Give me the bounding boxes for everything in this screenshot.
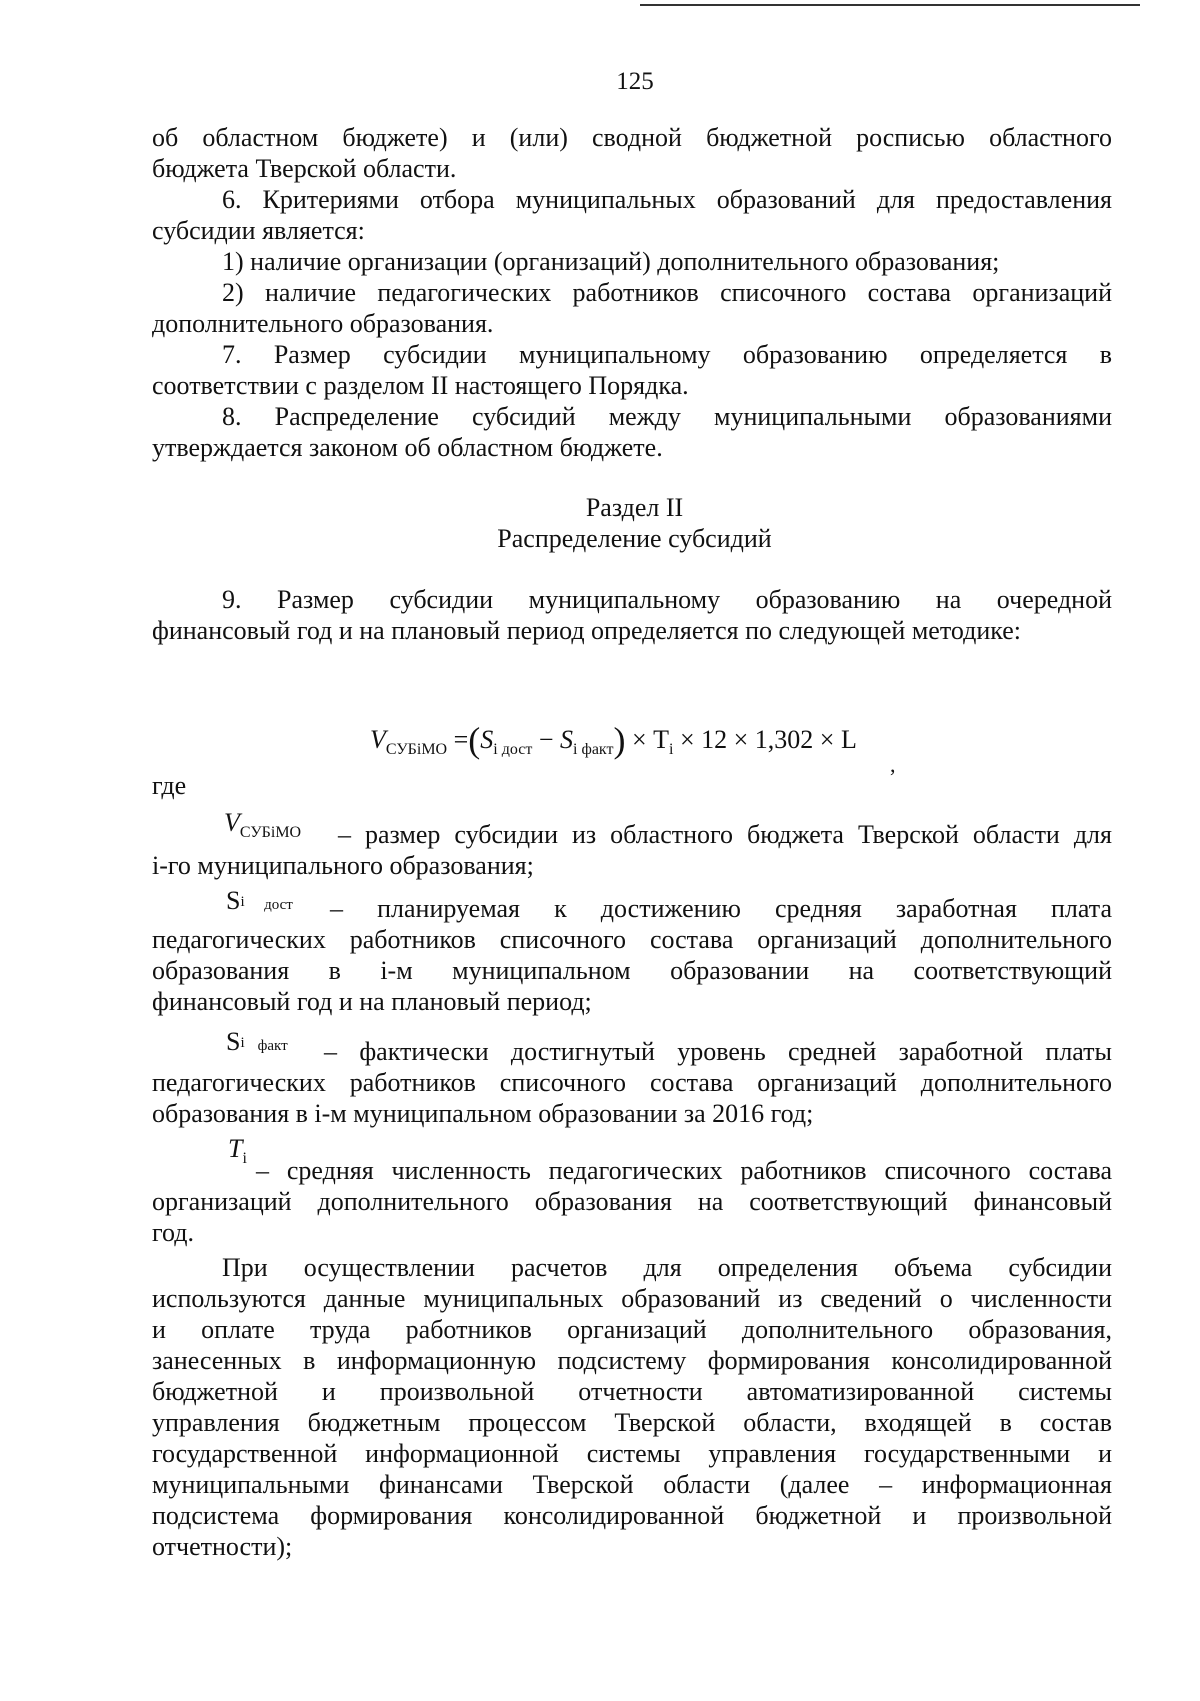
- symbol-v: $V_{СУБiМО}$: [224, 808, 302, 841]
- definition-s-dost: [152, 886, 1112, 924]
- paragraph-line: об областном бюджете) и (или) сводной бюджетной росписью областного: [152, 123, 1112, 152]
- paragraph-line: год.: [152, 1218, 194, 1247]
- paragraph-line: отчетности);: [152, 1532, 293, 1561]
- paragraph-line: дополнительного образования.: [152, 309, 494, 338]
- paragraph-line: государственной информационной системы управления государственными и: [152, 1439, 1112, 1468]
- definition-t: [152, 1134, 1112, 1186]
- paragraph-line: используются данные муниципальных образований из сведений о численности: [152, 1284, 1112, 1313]
- definition-v: [152, 808, 1112, 850]
- paragraph-line: 9. Размер субсидии муниципальному образованию на очередной: [222, 585, 1112, 614]
- formula-tail: × 12 × 1,302 × L: [679, 725, 857, 754]
- formula-s: S: [480, 725, 494, 754]
- paragraph-line: 8. Распределение субсидий между муниципальными образованиями: [222, 402, 1112, 431]
- page-number: 125: [616, 68, 654, 95]
- top-border-line: [640, 4, 1140, 6]
- paragraph-line: бюджетной и произвольной отчетности автоматизированной системы: [152, 1377, 1112, 1406]
- formula: [370, 719, 857, 761]
- paragraph-line: 7. Размер субсидии муниципальному образованию определяется в: [222, 340, 1112, 369]
- section-subtitle: Распределение субсидий: [497, 524, 772, 553]
- definition-text: – планируемая к достижению средняя заработная плата: [330, 894, 1112, 923]
- paragraph-line: занесенных в информационную подсистему формирования консолидированной: [152, 1346, 1112, 1375]
- formula-equals: =: [453, 725, 469, 754]
- paragraph-line: i-го муниципального образования;: [152, 851, 534, 880]
- paragraph-line: утверждается законом об областном бюджете.: [152, 433, 663, 462]
- formula-times-t: × T: [631, 725, 670, 754]
- formula-paren-open: (: [468, 720, 481, 760]
- symbol-s-dost: Si дост: [226, 886, 293, 915]
- paragraph-line: бюджета Тверской области.: [152, 154, 457, 183]
- symbol-t: $T_i$: [228, 1134, 247, 1167]
- formula-v-sub: СУБiМО: [385, 741, 448, 758]
- paragraph-line: подсистема формирования консолидированной бюджетной и произвольной: [152, 1501, 1112, 1530]
- formula-t-sub: i: [669, 741, 674, 758]
- definition-s-fakt: [152, 1027, 1112, 1067]
- symbol-s-fakt: Si факт: [226, 1027, 288, 1056]
- paragraph-line: субсидии является:: [152, 216, 365, 245]
- formula-s-fakt-sub: i факт: [573, 741, 614, 758]
- formula-s-dost-sub: i дост: [493, 741, 533, 758]
- paragraph-line: управления бюджетным процессом Тверской области, входящей в состав: [152, 1408, 1112, 1437]
- section-title: Раздел II: [585, 493, 684, 522]
- paragraph-line: финансовый год и на плановый период определяется по следующей методике:: [152, 616, 1021, 645]
- definition-text: – средняя численность педагогических работников списочного состава: [256, 1156, 1112, 1185]
- paragraph-line: образования в i-м муниципальном образовании за 2016 год;: [152, 1099, 814, 1128]
- formula-s: S: [560, 725, 574, 754]
- list-item: 1) наличие организации (организаций) дополнительного образования;: [222, 247, 1000, 276]
- paragraph-line: муниципальными финансами Тверской области (далее – информационная: [152, 1470, 1112, 1499]
- paragraph-line: соответствии с разделом II настоящего Порядка.: [152, 371, 689, 400]
- where-label: где: [152, 771, 187, 800]
- definition-text: – фактически достигнутый уровень средней заработной платы: [324, 1037, 1112, 1066]
- paragraph-line: образования в i-м муниципальном образовании на соответствующий: [152, 956, 1112, 985]
- list-item: 2) наличие педагогических работников списочного состава организаций: [222, 278, 1112, 307]
- paragraph-line: 6. Критериями отбора муниципальных образований для предоставления: [222, 185, 1112, 214]
- definition-text: – размер субсидии из областного бюджета Тверской области для: [338, 820, 1112, 849]
- formula-comma: ,: [890, 752, 896, 777]
- paragraph-line: и оплате труда работников организаций дополнительного образования,: [152, 1315, 1112, 1344]
- paragraph-line: педагогических работников списочного состава организаций дополнительного: [152, 925, 1112, 954]
- paragraph-line: педагогических работников списочного состава организаций дополнительного: [152, 1068, 1112, 1097]
- formula-minus: −: [538, 725, 554, 754]
- paragraph-line: организаций дополнительного образования на соответствующий финансовый: [152, 1187, 1112, 1216]
- paragraph-line: финансовый год и на плановый период;: [152, 987, 592, 1016]
- formula-v: V: [370, 725, 386, 754]
- paragraph-line: При осуществлении расчетов для определения объема субсидии: [222, 1253, 1112, 1282]
- formula-paren-close: ): [613, 720, 626, 760]
